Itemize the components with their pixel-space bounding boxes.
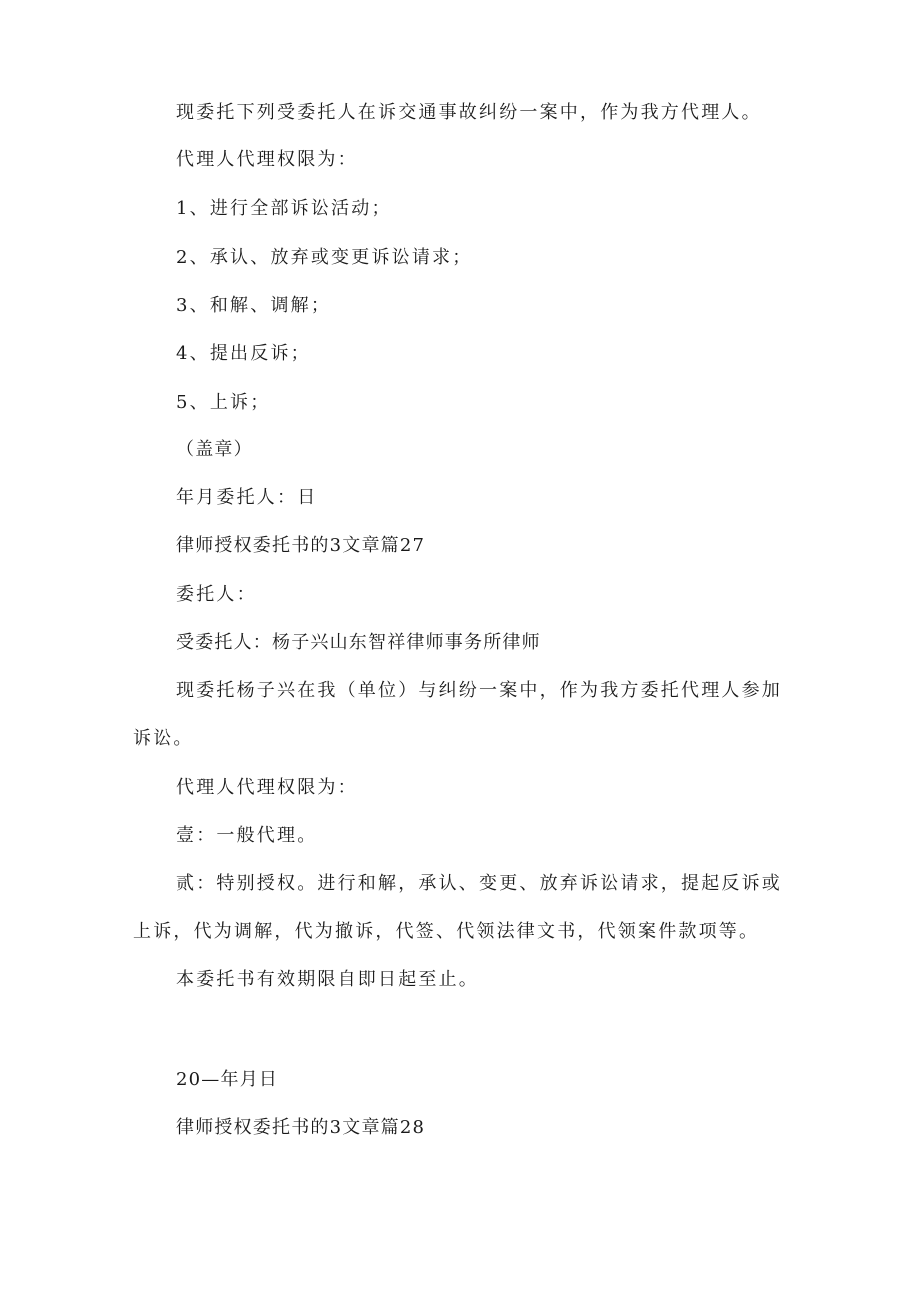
date-line: 20—年月日: [176, 1069, 279, 1090]
paragraph-entrust-yang-cont: 诉讼。: [133, 728, 194, 749]
general-agency-item: 壹：一般代理。: [176, 825, 318, 846]
section-heading-27: 律师授权委托书的3文章篇27: [176, 535, 426, 556]
paragraph-entrust-yang: 现委托杨子兴在我（单位）与纠纷一案中，作为我方委托代理人参加: [176, 680, 782, 701]
special-authority-item: 贰：特别授权。进行和解，承认、变更、放弃诉讼请求，提起反诉或: [176, 873, 782, 894]
paragraph-authority-heading: 代理人代理权限为：: [176, 149, 358, 170]
list-item-4: 4、提出反诉；: [176, 343, 311, 364]
paragraph-authority-heading-2: 代理人代理权限为：: [176, 777, 358, 798]
principal-label: 委托人：: [176, 584, 257, 605]
seal-note: （盖章）: [176, 439, 253, 460]
list-item-5: 5、上诉；: [176, 392, 271, 413]
special-authority-item-cont: 上诉，代为调解，代为撤诉，代签、代领法律文书，代领案件款项等。: [133, 921, 760, 942]
list-item-2: 2、承认、放弃或变更诉讼请求；: [176, 247, 473, 268]
validity-statement: 本委托书有效期限自即日起至止。: [176, 969, 479, 990]
paragraph-entrust-statement: 现委托下列受委托人在诉交通事故纠纷一案中，作为我方代理人。: [176, 102, 762, 123]
date-signature-line: 年月委托人：日: [176, 487, 318, 508]
list-item-3: 3、和解、调解；: [176, 295, 332, 316]
agent-line: 受委托人：杨子兴山东智祥律师事务所律师: [176, 632, 541, 653]
section-heading-28: 律师授权委托书的3文章篇28: [176, 1117, 426, 1138]
list-item-1: 1、进行全部诉讼活动；: [176, 198, 392, 219]
